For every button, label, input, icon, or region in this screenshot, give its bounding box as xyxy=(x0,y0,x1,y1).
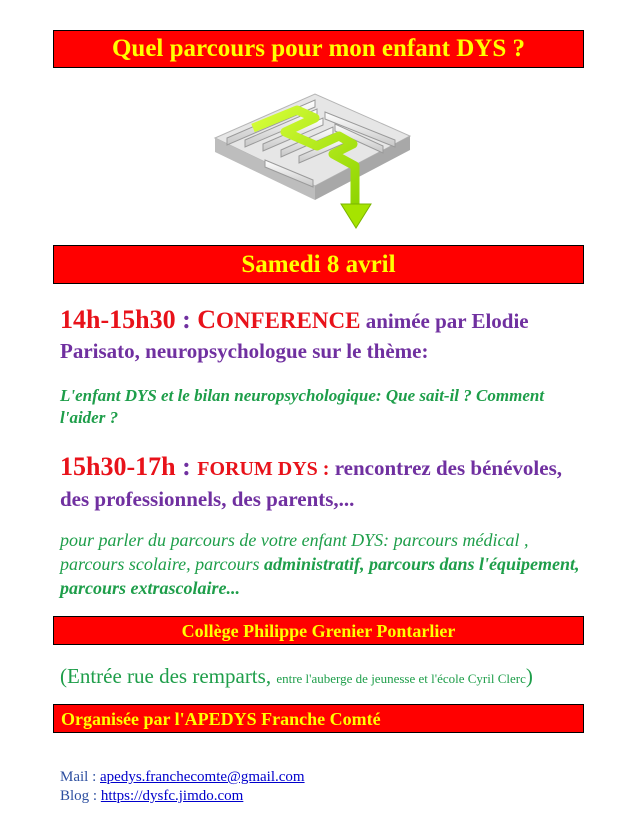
conference-label: ONFERENCE xyxy=(216,308,361,333)
entry-info xyxy=(60,662,590,693)
event-date: Samedi 8 avril xyxy=(53,245,584,284)
forum-heading xyxy=(60,452,590,514)
conference-theme: L'enfant DYS et le bilan neuropsychologique: Que sait-il ? Comment l'aider ? xyxy=(60,386,545,427)
conference-separator: : xyxy=(175,305,198,334)
organizer-banner: Organisée par l'APEDYS Franche Comté xyxy=(53,704,584,733)
forum-name: FORUM DYS xyxy=(197,458,318,480)
forum-description: rencontrez des bénévoles, des professionnels, des parents,... xyxy=(60,456,562,511)
mail-label: Mail : xyxy=(60,769,100,785)
conference-heading xyxy=(60,305,590,366)
blog-line xyxy=(60,787,590,806)
venue-banner: Collège Philippe Grenier Pontarlier xyxy=(53,616,584,645)
forum-time: 15h30-17h xyxy=(60,452,176,481)
conference-description: animée par Elodie Parisato, neuropsychologue sur le thème: xyxy=(60,309,529,363)
conference-time: 14h-15h30 xyxy=(60,305,176,334)
forum-details-bold: administratif, parcours dans l'équipement, parcours extrascolaire... xyxy=(60,554,580,598)
entry-landmarks: entre l'auberge de jeunesse et l'école Cyril Clerc xyxy=(276,671,526,686)
forum-details xyxy=(60,528,590,600)
conference-initial: C xyxy=(197,305,217,334)
entry-street: (Entrée rue des remparts, xyxy=(60,664,277,688)
entry-close: ) xyxy=(525,664,533,688)
forum-details-text: pour parler du parcours de votre enfant DYS: parcours médical , parcours scolaire, parcours xyxy=(60,530,529,574)
forum-colon: : xyxy=(317,458,330,480)
maze-with-arrow-icon xyxy=(205,76,425,234)
page-title: Quel parcours pour mon enfant DYS ? xyxy=(53,30,584,68)
blog-label: Blog : xyxy=(60,788,101,804)
forum-separator: : xyxy=(175,452,198,481)
mail-link[interactable]: apedys.franchecomte@gmail.com xyxy=(100,769,305,785)
blog-link[interactable]: https://dysfc.jimdo.com xyxy=(100,788,244,804)
contact-info xyxy=(60,768,590,806)
mail-line xyxy=(60,768,590,787)
